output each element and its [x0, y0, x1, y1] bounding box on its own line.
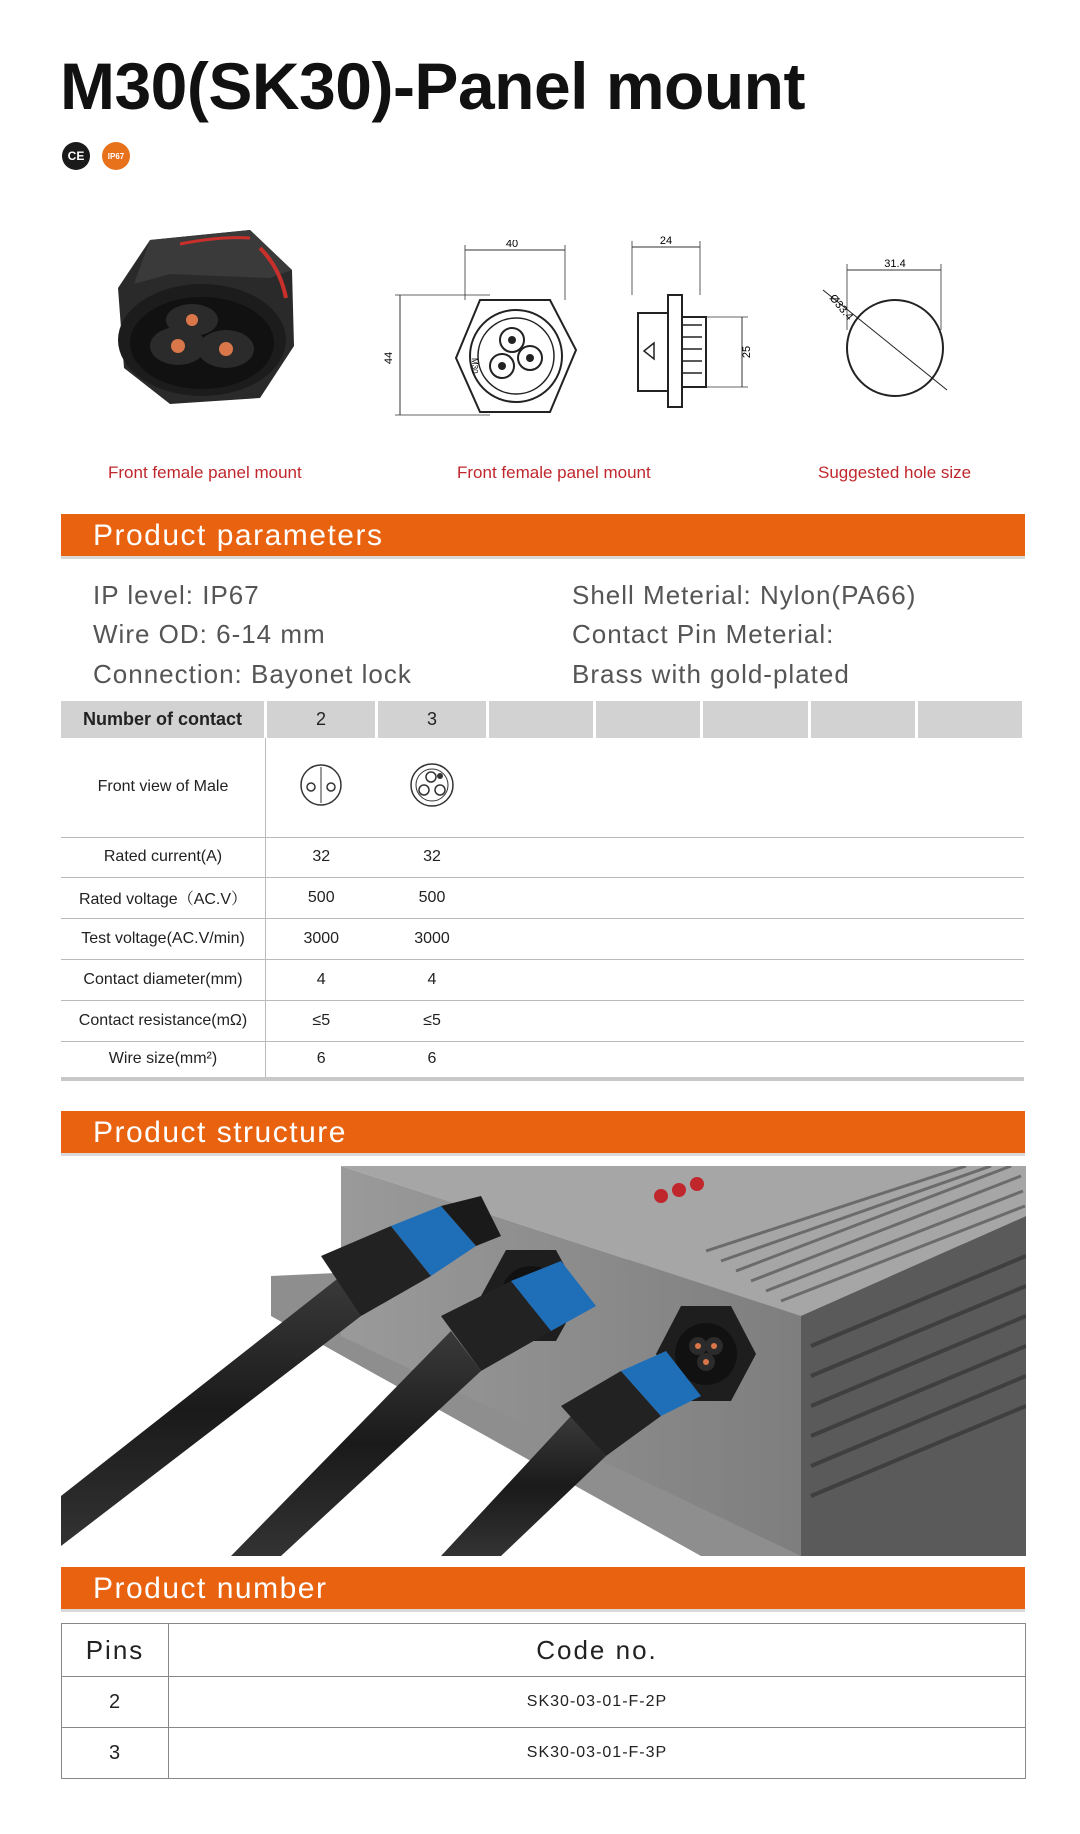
table-row [61, 701, 1024, 738]
table-row [61, 1000, 1024, 1041]
section-header-number [61, 1567, 1025, 1612]
table-row [61, 959, 1024, 1000]
section-title-parameters: Product parameters [93, 519, 384, 552]
cell-code: SK30-03-01-F-3P [169, 1728, 1026, 1779]
header-number-of-contact: Number of contact [61, 701, 266, 738]
param-plating: Brass with gold-plated [572, 659, 850, 689]
table-row [61, 738, 1024, 837]
table-row [61, 837, 1024, 877]
table-row [61, 918, 1024, 959]
section-title-structure: Product structure [93, 1116, 347, 1149]
front-view-2pin-icon [266, 738, 377, 837]
caption-hole: Suggested hole size [818, 463, 972, 482]
cell-value: 6 [377, 1041, 488, 1079]
row-label: Rated voltage（AC.V） [61, 877, 266, 918]
front-view-3pin-icon [377, 738, 488, 837]
table-row [61, 1041, 1024, 1079]
param-connection: Connection: Bayonet lock [93, 659, 412, 689]
cell-value: 32 [266, 837, 377, 877]
cell-value: 500 [266, 877, 377, 918]
section-header-structure [61, 1111, 1025, 1156]
cell-value: 3000 [266, 918, 377, 959]
column-2: 2 [266, 701, 377, 738]
dim-height-44: 44 [383, 351, 395, 365]
product-structure-image [61, 1166, 1026, 1556]
front-view-drawing [380, 240, 590, 430]
column-empty [595, 701, 702, 738]
cell-value: 4 [266, 959, 377, 1000]
column-3: 3 [377, 701, 488, 738]
cell-value: 4 [377, 959, 488, 1000]
table-row [62, 1624, 1026, 1677]
header-code-no: Code no. [169, 1624, 1026, 1677]
m30-label: M30 [470, 358, 479, 374]
cell-value: 32 [377, 837, 488, 877]
page-title: M30(SK30)-Panel mount [60, 49, 805, 123]
param-ip-level: IP level: IP67 [93, 580, 260, 610]
column-empty [809, 701, 916, 738]
cell-pins: 3 [62, 1728, 169, 1779]
ce-mark-icon: CE [62, 142, 90, 170]
side-view-drawing [620, 235, 760, 430]
cell-value: ≤5 [377, 1000, 488, 1041]
dim-width-31-4: 31.4 [884, 258, 906, 270]
cell-value: 6 [266, 1041, 377, 1079]
table-row [61, 877, 1024, 918]
dim-width-40: 40 [505, 240, 519, 250]
column-empty [488, 701, 595, 738]
ip67-badge-icon: IP67 [102, 142, 130, 170]
dim-height-25: 25 [741, 345, 753, 359]
spec-table [61, 701, 1025, 1081]
dim-depth-24: 24 [659, 235, 673, 247]
param-wire-od: Wire OD: 6-14 mm [93, 619, 326, 649]
cell-value: 500 [377, 877, 488, 918]
cell-code: SK30-03-01-F-2P [169, 1677, 1026, 1728]
row-label-front-view: Front view of Male [61, 738, 266, 837]
cell-value: ≤5 [266, 1000, 377, 1041]
table-row [62, 1728, 1026, 1779]
header-pins: Pins [62, 1624, 169, 1677]
cell-value: 3000 [377, 918, 488, 959]
row-label: Wire size(mm²) [61, 1041, 266, 1079]
column-empty [916, 701, 1023, 738]
row-label: Test voltage(AC.V/min) [61, 918, 266, 959]
cell-pins: 2 [62, 1677, 169, 1728]
dim-diameter: Ø33.4 [826, 292, 856, 323]
caption-photo: Front female panel mount [108, 463, 302, 482]
row-label: Rated current(A) [61, 837, 266, 877]
caption-drawing: Front female panel mount [457, 463, 651, 482]
row-label: Contact diameter(mm) [61, 959, 266, 1000]
section-title-number: Product number [93, 1572, 328, 1605]
section-header-parameters [61, 514, 1025, 559]
param-contact-material: Contact Pin Meterial: [572, 619, 835, 649]
param-shell-material: Shell Meterial: Nylon(PA66) [572, 580, 917, 610]
hole-size-drawing [815, 250, 975, 410]
product-number-table [61, 1623, 1026, 1779]
table-row [62, 1677, 1026, 1728]
row-label: Contact resistance(mΩ) [61, 1000, 266, 1041]
connector-photo [110, 228, 300, 413]
column-empty [702, 701, 809, 738]
